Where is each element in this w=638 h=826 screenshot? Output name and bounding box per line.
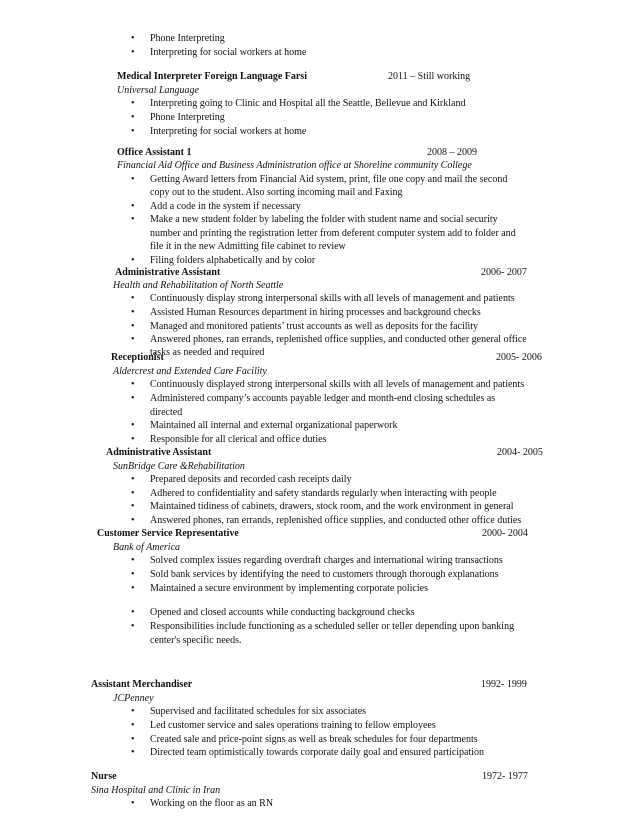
bullet-text: Answered phones, ran errands, replenished office supplies, and conducted other general office bbox=[150, 334, 527, 345]
bullet-icon: • bbox=[131, 321, 135, 332]
bullet-icon: • bbox=[131, 583, 135, 594]
bullet-icon: • bbox=[131, 112, 135, 123]
job-dates: 2008 – 2009 bbox=[427, 147, 477, 158]
bullet-text: Interpreting going to Clinic and Hospital all the Seattle, Bellevue and Kirkland bbox=[150, 98, 466, 109]
job-title-administrative-assistant: Administrative Assistant bbox=[115, 267, 221, 278]
bullet-icon: • bbox=[131, 201, 135, 212]
bullet-text: Sold bank services by identifying the need to customers through thorough explanations bbox=[150, 569, 499, 580]
bullet-icon: • bbox=[131, 501, 135, 512]
organization-name: Health and Rehabilitation of North Seattle bbox=[113, 280, 284, 291]
bullet-text: Answered phones, ran errands, replenished office supplies, and conducted other office duties bbox=[150, 515, 522, 526]
bullet-text: Adhered to confidentiality and safety standards regularly when interacting with people bbox=[150, 488, 497, 499]
bullet-continuation: number and printing the registration letter from deferent computer system add to folder and bbox=[150, 228, 516, 239]
bullet-text: Directed team optimistically towards corporate daily goal and ensured participation bbox=[150, 747, 485, 758]
bullet-text: Phone Interpreting bbox=[150, 112, 225, 123]
job-dates: 2005- 2006 bbox=[496, 352, 542, 363]
bullet-icon: • bbox=[131, 569, 135, 580]
bullet-icon: • bbox=[131, 747, 135, 758]
bullet-icon: • bbox=[131, 798, 135, 809]
bullet-text: Getting Award letters from Financial Aid system, print, file one copy and mail the second bbox=[150, 174, 508, 185]
bullet-icon: • bbox=[131, 393, 135, 404]
bullet-text: Maintained all internal and external organizational paperwork bbox=[150, 420, 398, 431]
bullet-icon: • bbox=[131, 734, 135, 745]
organization-name: JCPenney bbox=[113, 693, 154, 704]
bullet-icon: • bbox=[131, 488, 135, 499]
bullet-text: Make a new student folder by labeling the folder with student name and social security bbox=[150, 214, 498, 225]
bullet-icon: • bbox=[131, 720, 135, 731]
bullet-icon: • bbox=[131, 434, 135, 445]
bullet-continuation: copy out to the student. Also sorting incoming mail and Faxing bbox=[150, 187, 403, 198]
job-dates: 1992- 1999 bbox=[481, 679, 527, 690]
bullet-text: Led customer service and sales operations training to fellow employees bbox=[150, 720, 436, 731]
job-title-receptionist: Receptionist bbox=[111, 352, 164, 363]
job-dates: 2000- 2004 bbox=[482, 528, 528, 539]
bullet-text: Opened and closed accounts while conducting background checks bbox=[150, 607, 415, 618]
bullet-icon: • bbox=[131, 255, 135, 266]
job-title-administrative-assistant: Administrative Assistant bbox=[106, 447, 212, 458]
bullet-icon: • bbox=[131, 420, 135, 431]
organization-name: Sina Hospital and Clinic in Iran bbox=[91, 785, 221, 796]
bullet-text: Assisted Human Resources department in hiring processes and background checks bbox=[150, 307, 481, 318]
bullet-continuation: tasks as needed and required bbox=[150, 347, 265, 358]
job-dates: 2006- 2007 bbox=[481, 267, 527, 278]
bullet-icon: • bbox=[131, 214, 135, 225]
bullet-text: Created sale and price-point signs as well as break schedules for four departments bbox=[150, 734, 478, 745]
organization-name: Universal Language bbox=[117, 85, 199, 96]
bullet-icon: • bbox=[131, 126, 135, 137]
job-title-medical-interpreter-foreign-language-far: Medical Interpreter Foreign Language Farsi bbox=[117, 71, 307, 82]
job-title-office-assistant-1: Office Assistant 1 bbox=[117, 147, 192, 158]
bullet-icon: • bbox=[131, 98, 135, 109]
bullet-icon: • bbox=[131, 706, 135, 717]
bullet-icon: • bbox=[131, 334, 135, 345]
bullet-icon: • bbox=[131, 47, 135, 58]
bullet-text: Supervised and facilitated schedules for six associates bbox=[150, 706, 367, 717]
job-dates: 2004- 2005 bbox=[497, 447, 543, 458]
organization-name: Financial Aid Office and Business Administration office at Shoreline community College bbox=[117, 160, 472, 171]
bullet-icon: • bbox=[131, 555, 135, 566]
bullet-icon: • bbox=[131, 33, 135, 44]
job-title-assistant-merchandiser: Assistant Merchandiser bbox=[91, 679, 193, 690]
bullet-text: Responsibilities include functioning as a scheduled seller or teller depending upon banking bbox=[150, 621, 515, 632]
bullet-icon: • bbox=[131, 621, 135, 632]
bullet-continuation: directed bbox=[150, 407, 183, 418]
bullet-icon: • bbox=[131, 379, 135, 390]
bullet-text: Managed and monitored patients’ trust accounts as well as deposits for the facility bbox=[150, 321, 479, 332]
bullet-icon: • bbox=[131, 174, 135, 185]
organization-name: SunBridge Care &Rehabilitation bbox=[113, 461, 245, 472]
job-title-nurse: Nurse bbox=[91, 771, 117, 782]
bullet-icon: • bbox=[131, 607, 135, 618]
bullet-icon: • bbox=[131, 307, 135, 318]
bullet-text: Prepared deposits and recorded cash receipts daily bbox=[150, 474, 352, 485]
organization-name: Bank of America bbox=[113, 542, 181, 553]
job-dates: 2011 – Still working bbox=[388, 71, 471, 82]
bullet-text: Administered company’s accounts payable ledger and month-end closing schedules as bbox=[150, 393, 496, 404]
bullet-text: Add a code in the system if necessary bbox=[150, 201, 301, 212]
organization-name: Aldercrest and Extended Care Facility bbox=[113, 366, 267, 377]
bullet-continuation: center's specific needs. bbox=[150, 635, 242, 646]
bullet-text: Continuously displayed strong interpersonal skills with all levels of management and patients bbox=[150, 379, 525, 390]
bullet-text: Phone Interpreting bbox=[150, 33, 225, 44]
bullet-text: Solved complex issues regarding overdraft charges and international wiring transactions bbox=[150, 555, 503, 566]
bullet-text: Maintained a secure environment by implementing corporate policies bbox=[150, 583, 428, 594]
job-title-customer-service-representative: Customer Service Representative bbox=[97, 528, 239, 539]
bullet-continuation: file it in the new Admitting file cabinet to review bbox=[150, 241, 346, 252]
job-dates: 1972- 1977 bbox=[482, 771, 528, 782]
bullet-text: Maintained tidiness of cabinets, drawers, stock room, and the work environment in general bbox=[150, 501, 514, 512]
bullet-text: Interpreting for social workers at home bbox=[150, 47, 307, 58]
bullet-icon: • bbox=[131, 474, 135, 485]
bullet-text: Continuously display strong interpersonal skills with all levels of management and patients bbox=[150, 293, 515, 304]
bullet-text: Working on the floor as an RN bbox=[150, 798, 274, 809]
bullet-text: Responsible for all clerical and office duties bbox=[150, 434, 327, 445]
bullet-icon: • bbox=[131, 293, 135, 304]
bullet-text: Filing folders alphabetically and by color bbox=[150, 255, 316, 266]
bullet-text: Interpreting for social workers at home bbox=[150, 126, 307, 137]
bullet-icon: • bbox=[131, 515, 135, 526]
